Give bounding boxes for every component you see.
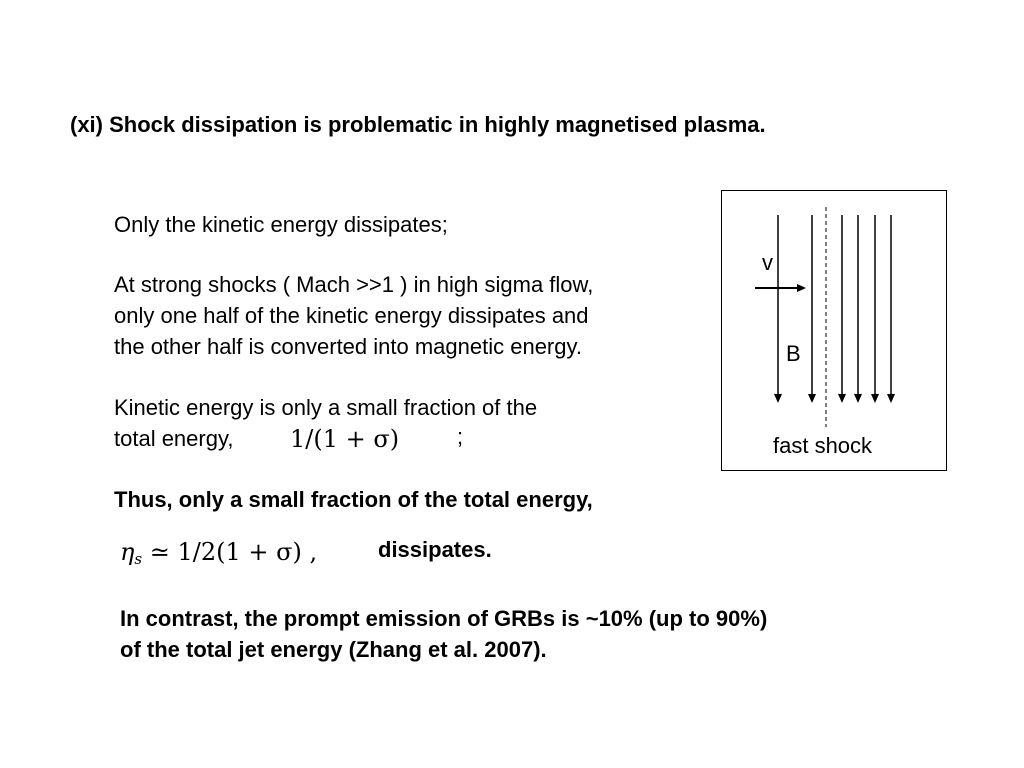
formula-eta-s [120,538,317,568]
semicolon: ; [457,424,464,449]
eta-subscript: s [134,550,143,568]
eta-symbol: η [120,538,135,566]
dissipates-label: dissipates. [378,537,492,562]
text-line: Kinetic energy is only a small fraction of the [114,395,538,420]
paragraph-grb-contrast [120,603,767,665]
fast-shock-caption: fast shock [773,433,873,458]
magnetic-field-label: B [786,341,801,366]
paragraph-strong-shocks [114,269,593,362]
text-line: In contrast, the prompt emission of GRBs is ~10% (up to 90%) [120,606,768,631]
velocity-label: v [762,250,773,275]
text-line: only one half of the kinetic energy dissipates and [114,303,589,328]
paragraph-kinetic-dissipates: Only the kinetic energy dissipates; [114,212,448,237]
text-line: At strong shocks ( Mach >>1 ) in high sigma flow, [114,272,594,297]
formula-kinetic-fraction: 1/(1 + σ) [290,425,400,453]
fast-shock-diagram [721,190,947,471]
text-line: the other half is converted into magnetic energy. [114,334,582,359]
formula-rest: ≃ 1/2(1 + σ) , [142,538,318,566]
text-line: total energy, [114,426,234,451]
slide-title: (xi) Shock dissipation is problematic in highly magnetised plasma. [70,112,766,137]
text-line: of the total jet energy (Zhang et al. 2007). [120,637,547,662]
paragraph-small-fraction: Thus, only a small fraction of the total energy, [114,487,593,512]
field-lines-svg [722,191,948,472]
